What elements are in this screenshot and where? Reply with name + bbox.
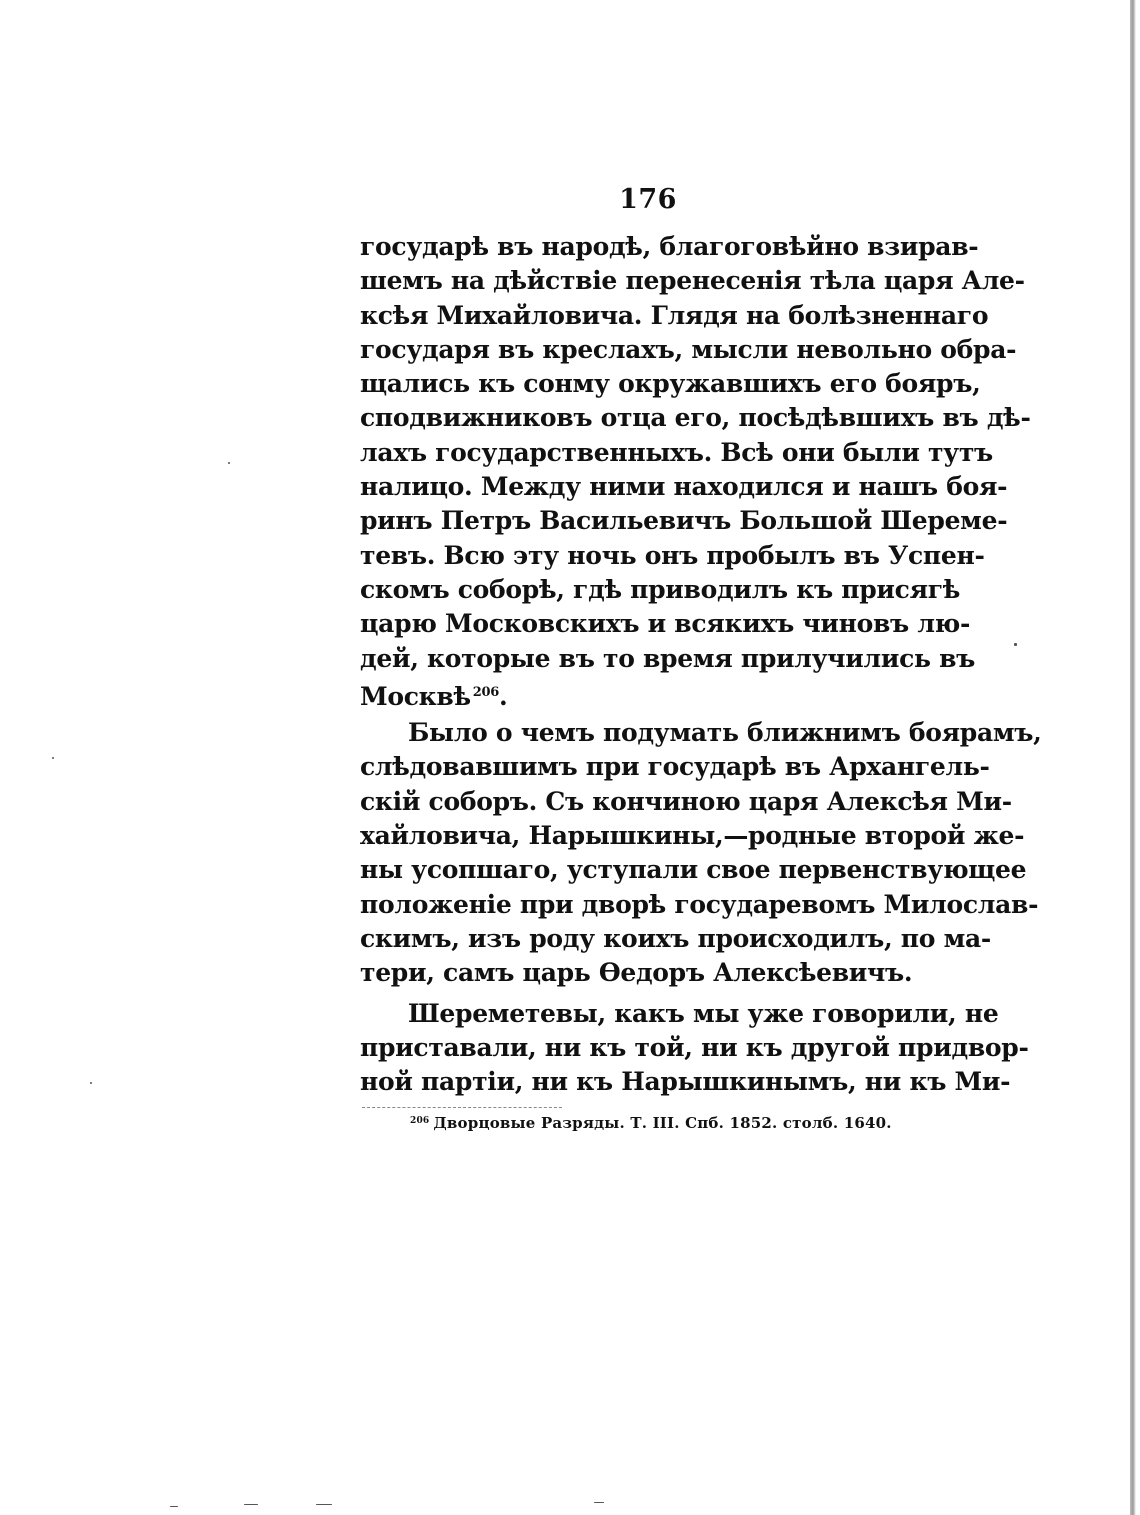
text-line: скій соборъ. Съ кончиною царя Алексѣя Ми- bbox=[360, 786, 1012, 816]
text-line: Было о чемъ подумать ближнимъ боярамъ, bbox=[408, 718, 1042, 748]
scan-speck bbox=[52, 757, 54, 759]
footnote-number: 206 bbox=[410, 1116, 430, 1126]
scan-speck bbox=[170, 1506, 178, 1507]
scan-speck bbox=[594, 1502, 604, 1503]
paragraph-3 bbox=[360, 997, 1029, 1100]
text-line: государѣ въ народѣ, благоговѣйно взирав- bbox=[360, 232, 979, 261]
text-line: государя въ креслахъ, мысли невольно обра- bbox=[360, 334, 1017, 364]
text-line: ксѣя Михайловича. Глядя на болѣзненнаго bbox=[360, 300, 989, 330]
text-line: дей, которые въ то время прилучились въ bbox=[360, 643, 976, 673]
text-line: тевъ. Всю эту ночь онъ пробылъ въ Успен- bbox=[360, 540, 985, 570]
text-line: ринъ Петръ Васильевичъ Большой Шереме- bbox=[360, 506, 1008, 536]
text-line: скимъ, изъ роду коихъ происходилъ, по ма- bbox=[360, 923, 991, 953]
scan-speck bbox=[316, 1504, 332, 1505]
text-line: щались къ сонму окружавшихъ его бояръ, bbox=[360, 369, 981, 399]
text-line-last: тери, самъ царь Ѳедоръ Алексѣевичъ. bbox=[360, 958, 913, 988]
text-line: ной партіи, ни къ Нарышкинымъ, ни къ Ми- bbox=[360, 1067, 1011, 1097]
page-number: 176 bbox=[619, 184, 677, 215]
text-line: слѣдовавшимъ при государѣ въ Архангель- bbox=[360, 752, 990, 782]
footnote-reference: 206 bbox=[472, 684, 500, 700]
text-line: налицо. Между ними находился и нашъ боя- bbox=[360, 472, 1008, 502]
paragraph-1 bbox=[360, 230, 1031, 711]
scan-speck bbox=[244, 1504, 258, 1505]
footnote-text: Дворцовые Разряды. Т. III. Спб. 1852. столб. 1640. bbox=[433, 1114, 892, 1132]
text-line: лахъ государственныхъ. Всѣ они были тутъ bbox=[360, 437, 993, 467]
text-line: сподвижниковъ отца его, посѣдѣвшихъ въ дѣ- bbox=[360, 403, 1031, 433]
text-line: ны усопшаго, уступали свое первенствующее bbox=[360, 855, 1027, 885]
text-line: скомъ соборѣ, гдѣ приводилъ къ присягѣ bbox=[360, 574, 961, 604]
footnote bbox=[410, 1114, 892, 1132]
text-line: хайловича, Нарышкины,—родные второй же- bbox=[360, 821, 1025, 851]
paragraph-2 bbox=[360, 716, 1042, 990]
main-text bbox=[360, 230, 1042, 1105]
text-line: царю Московскихъ и всякихъ чиновъ лю- bbox=[360, 609, 971, 639]
scan-speck bbox=[228, 462, 230, 464]
scan-speck bbox=[1014, 643, 1017, 646]
scan-speck bbox=[90, 1082, 92, 1084]
footnote-divider bbox=[362, 1107, 562, 1108]
text-line: приставали, ни къ той, ни къ другой придвор- bbox=[360, 1032, 1029, 1062]
text-line-last: Москвѣ $^{206}$. bbox=[360, 681, 508, 711]
page-edge-shadow bbox=[1124, 0, 1140, 1515]
text-line: Шереметевы, какъ мы уже говорили, не bbox=[408, 998, 999, 1028]
text-line: шемъ на дѣйствіе перенесенія тѣла царя Але- bbox=[360, 266, 1025, 296]
text-line-end: Москвѣ bbox=[360, 681, 471, 711]
text-line: положеніе при дворѣ государевомъ Милослав- bbox=[360, 889, 1039, 919]
